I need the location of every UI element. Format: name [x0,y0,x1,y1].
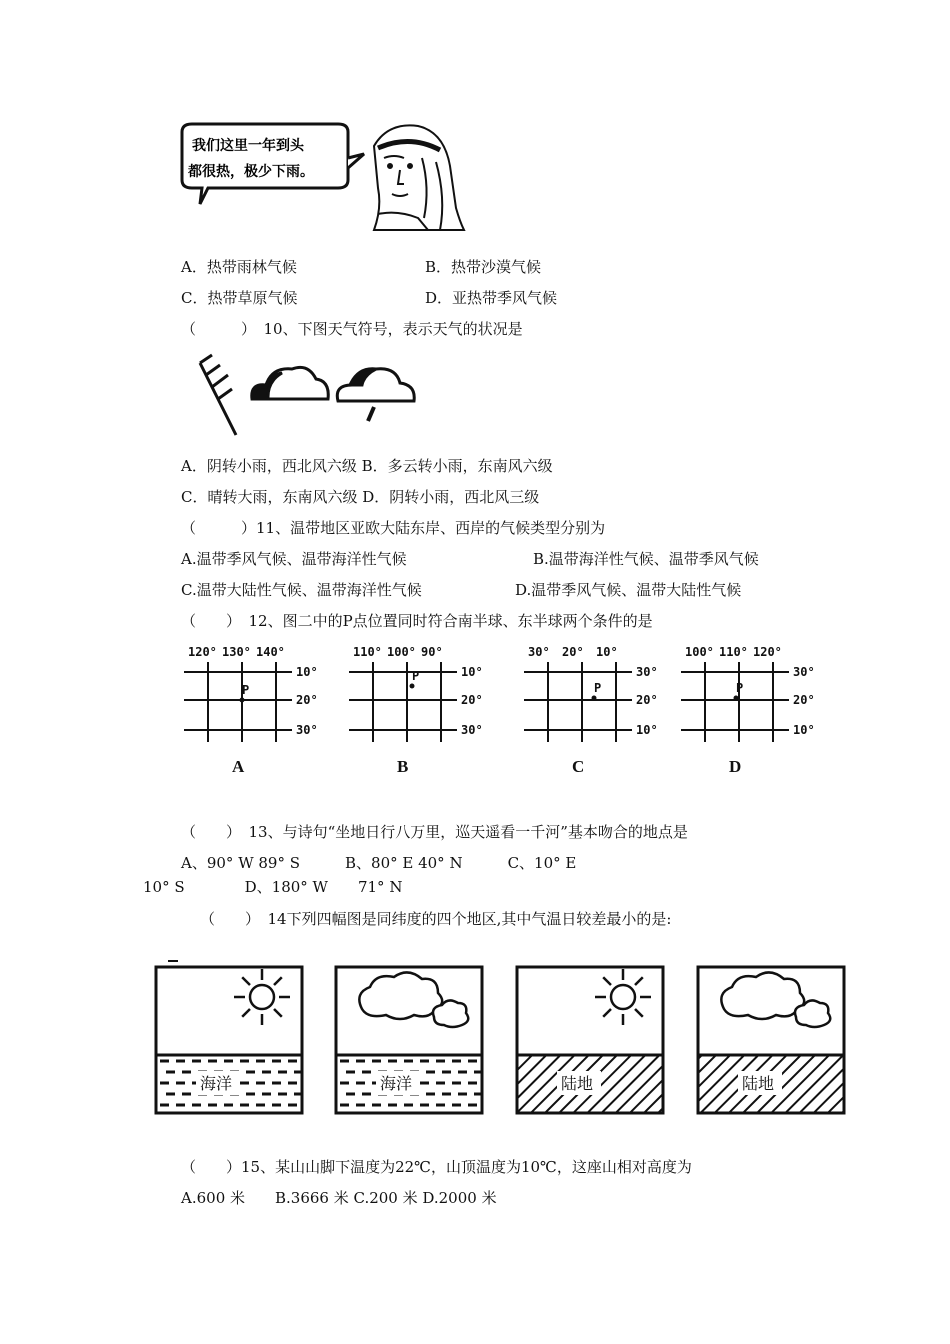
point-p-marker [410,684,415,689]
grid-caption: A [232,757,245,776]
point-p-label: P [736,681,744,695]
q15-options: A.600 米 B.3666 米 C.200 米 D.2000 米 [181,1189,497,1207]
latitude-label: 30° [296,723,318,737]
longitude-label: 140° [256,645,285,659]
q11-option-d: D.温带季风气候、温带大陆性气候 [515,581,742,599]
grid-c [524,645,658,776]
latitude-label: 20° [461,693,483,707]
q14-stem: （ ） 14下列四幅图是同纬度的四个地区,其中气温日较差最小的是: [200,910,672,928]
q11-option-c: C.温带大陆性气候、温带海洋性气候 [181,581,422,599]
ground-label: 陆地 [742,1074,775,1093]
person-figure [374,125,464,230]
longitude-label: 110° [719,645,748,659]
point-p-marker [592,696,597,701]
latitude-label: 10° [793,723,815,737]
climate-panel [517,967,663,1113]
q12-stem: （ ） 12、图二中的P点位置同时符合南半球、东半球两个条件的是 [181,612,653,630]
latitude-label: 20° [636,693,658,707]
q9-option-d: D．亚热带季风气候 [425,289,558,307]
point-p-label: P [594,681,602,695]
q15-stem: （ ）15、某山山脚下温度为22℃，山顶温度为10℃，这座山相对高度为 [181,1158,692,1176]
point-p-label: P [412,669,420,683]
ground-label: 陆地 [561,1074,594,1093]
bubble-text-line2: 都很热，极少下雨。 [188,164,314,180]
q13-options-line1: A、90° W 89° S B、80° E 40° N C、10° E [181,854,577,872]
grid-a [184,645,318,776]
lat-lon-grids [180,642,830,782]
longitude-label: 10° [596,645,618,659]
q13-options-line2: 10° S D、180° W 71° N [143,878,403,896]
climate-panel [156,967,303,1113]
latitude-label: 10° [461,665,483,679]
longitude-label: 90° [421,645,443,659]
q9-option-c: C．热带草原气候 [181,289,298,307]
weather-symbols [196,355,418,439]
q9-option-b: B．热带沙漠气候 [425,258,542,276]
q14-panels [150,955,850,1120]
speech-bubble [182,124,364,204]
latitude-label: 10° [636,723,658,737]
grid-caption: B [397,757,409,776]
point-p-marker [240,698,245,703]
point-p-marker [734,696,739,701]
latitude-label: 10° [296,665,318,679]
grid-b [349,645,483,776]
wind-barb-icon [200,355,236,435]
longitude-label: 120° [188,645,217,659]
longitude-label: 120° [753,645,782,659]
q10-stem: （ ） 10、下图天气符号，表示天气的状况是 [181,320,523,338]
q9-option-a: A．热带雨林气候 [181,258,297,276]
grid-d [681,645,815,776]
ground-label: 海洋 [200,1074,233,1093]
latitude-label: 30° [636,665,658,679]
longitude-label: 110° [353,645,382,659]
q11-option-a: A.温带季风气候、温带海洋性气候 [181,550,407,568]
latitude-label: 30° [793,665,815,679]
longitude-label: 20° [562,645,584,659]
climate-panel [698,967,844,1113]
q11-option-b: B.温带海洋性气候、温带季风气候 [533,550,759,568]
latitude-label: 20° [793,693,815,707]
ground-label: 海洋 [380,1074,413,1093]
bubble-text-line1: 我们这里一年到头 [192,138,304,154]
q11-stem: （ ）11、温带地区亚欧大陆东岸、西岸的气候类型分别为 [181,519,606,537]
cartoon-image [178,118,468,236]
cloud-rain-icon [337,369,414,421]
point-p-label: P [242,683,250,697]
q10-options-line2: C．晴转大雨，东南风六级 D．阴转小雨，西北风三级 [181,488,540,506]
latitude-label: 30° [461,723,483,737]
grid-caption: D [729,757,742,776]
longitude-label: 130° [222,645,251,659]
longitude-label: 100° [387,645,416,659]
q10-options-line1: A．阴转小雨，西北风六级 B．多云转小雨，东南风六级 [181,457,553,475]
longitude-label: 30° [528,645,550,659]
longitude-label: 100° [685,645,714,659]
grid-caption: C [572,757,585,776]
latitude-label: 20° [296,693,318,707]
overcast-cloud-icon [252,367,328,399]
climate-panel [336,967,483,1113]
q13-stem: （ ） 13、与诗句“坐地日行八万里，巡天遥看一千河”基本吻合的地点是 [181,823,688,841]
